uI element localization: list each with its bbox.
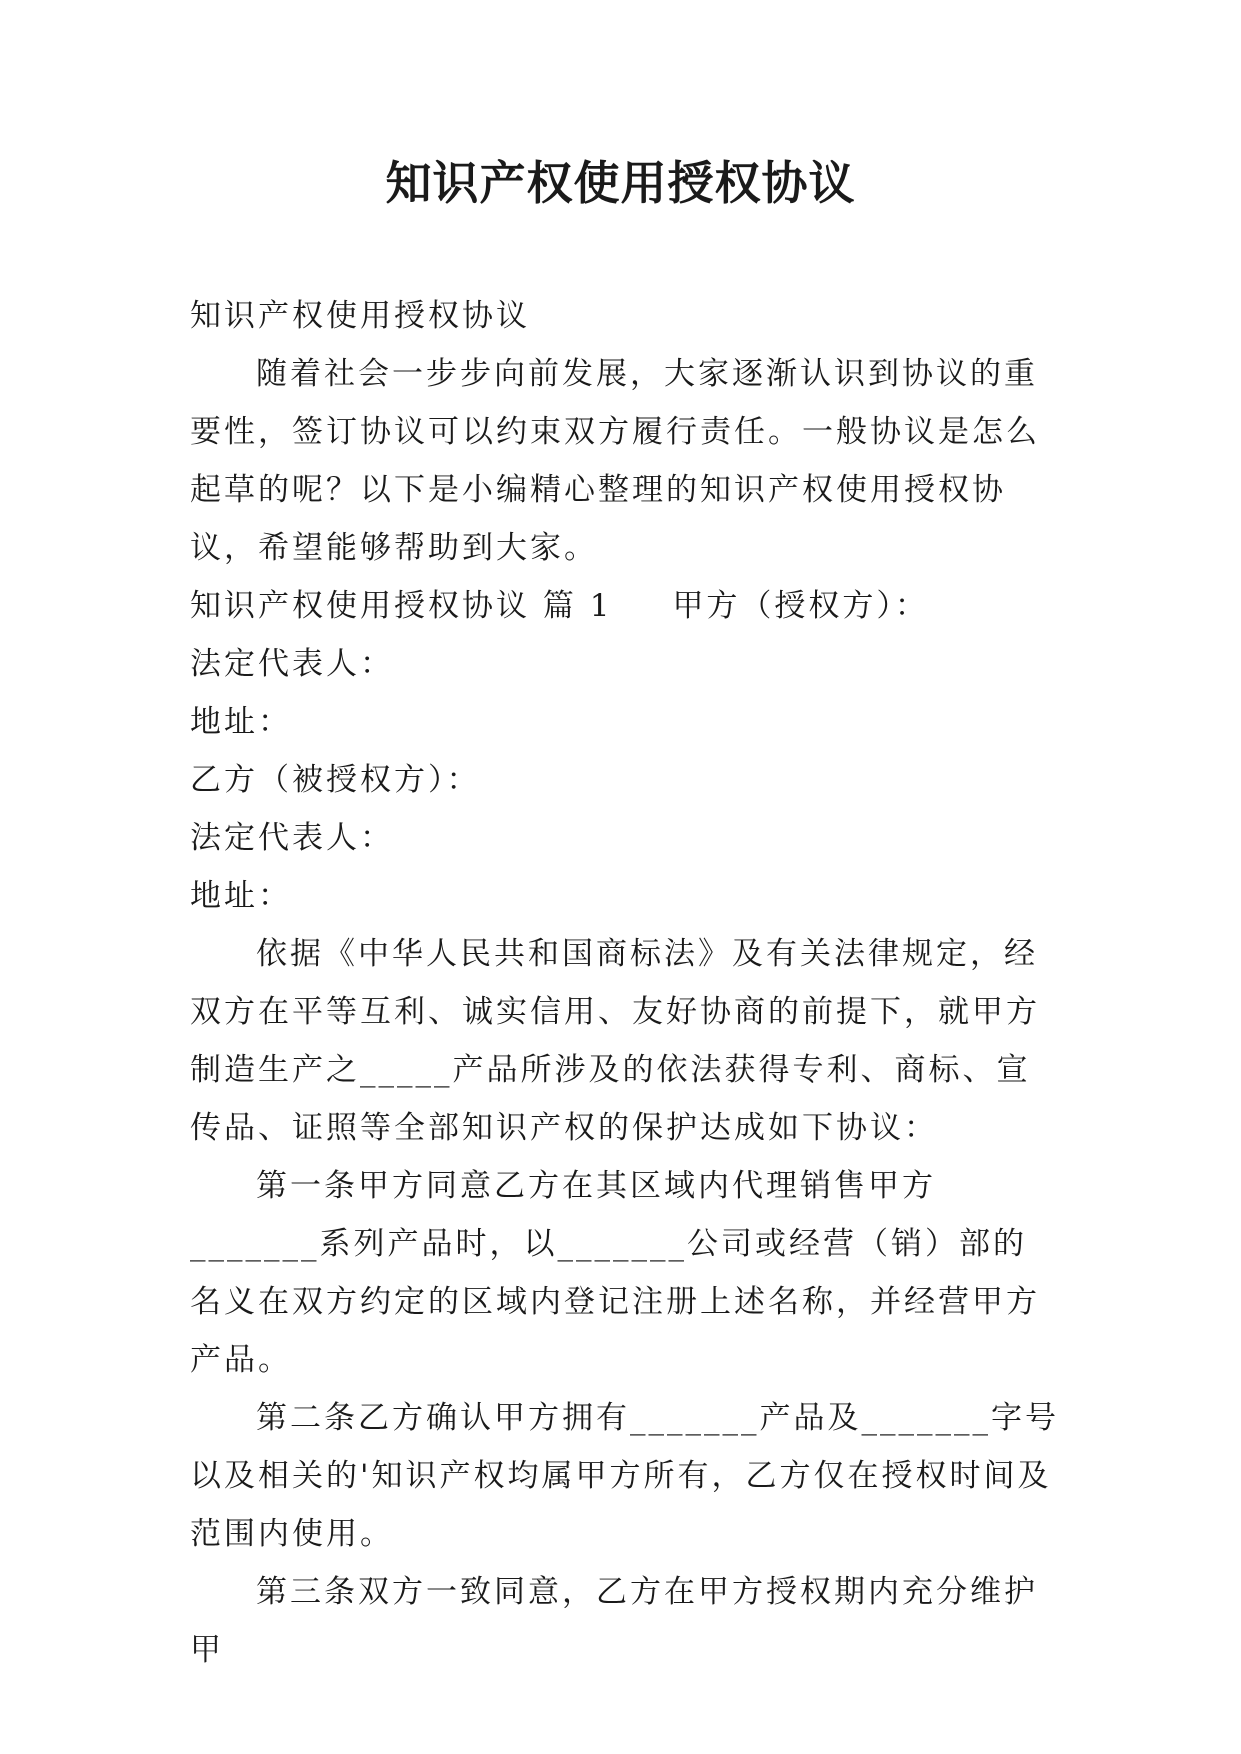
party-a-label: 甲方（授权方）： [672, 588, 929, 624]
section-heading-line [190, 577, 1060, 635]
party-b-address: 地址： [190, 878, 292, 914]
intro-paragraph: 随着社会一步步向前发展，大家逐渐认识到协议的重要性，签订协议可以约束双方履行责任。一般协议是怎么起草的呢？以下是小编精心整理的知识产权使用授权协议，希望能够帮助到大家。 [190, 356, 1040, 566]
section-heading: 知识产权使用授权协议 篇 1 [190, 588, 613, 624]
party-b-label: 乙方（被授权方）： [190, 762, 481, 798]
party-b-representative: 法定代表人： [190, 820, 394, 856]
document-title: 知识产权使用授权协议 [385, 156, 856, 210]
document-body [190, 287, 1060, 1679]
document-subtitle: 知识产权使用授权协议 [190, 298, 530, 334]
party-a-representative: 法定代表人： [190, 646, 394, 682]
preamble-paragraph: 依据《中华人民共和国商标法》及有关法律规定，经双方在平等互利、诚实信用、友好协商的前提下，就甲方制造生产之_____产品所涉及的依法获得专利、商标、宣传品、证照等全部知识产权的保护达成如下协议： [190, 936, 1040, 1146]
party-a-address: 地址： [190, 704, 292, 740]
article-2: 第二条乙方确认甲方拥有_______产品及_______字号以及相关的'知识产权均属甲方所有，乙方仅在授权时间及范围内使用。 [190, 1400, 1059, 1552]
article-3: 第三条双方一致同意，乙方在甲方授权期内充分维护甲 [190, 1574, 1038, 1668]
article-1: 第一条甲方同意乙方在其区域内代理销售甲方_______系列产品时，以_______公司或经营（销）部的名义在双方约定的区域内登记注册上述名称，并经营甲方产品。 [190, 1168, 1040, 1378]
